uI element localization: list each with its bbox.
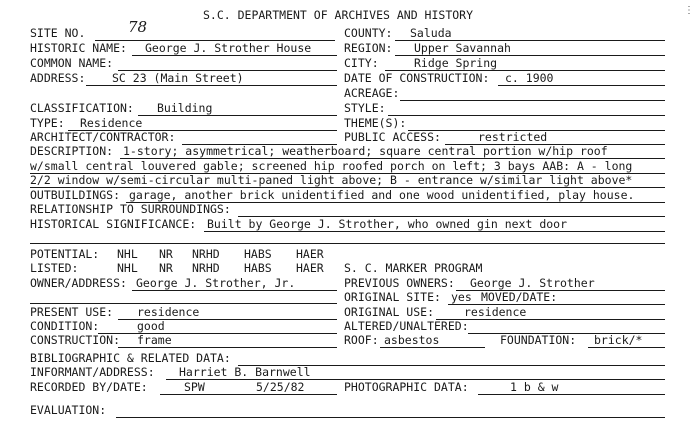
recorded-by-initials: SPW	[184, 380, 205, 394]
original-site-value: yes	[451, 290, 472, 304]
site-no-label: SITE NO.	[30, 26, 86, 40]
owner-address-label: OWNER/ADDRESS:	[30, 276, 127, 290]
classification-label: CLASSIFICATION:	[30, 101, 134, 115]
architect-label: ARCHITECT/CONTRACTOR:	[30, 130, 176, 144]
foundation-value: brick/*	[594, 333, 643, 347]
public-access-value: restricted	[478, 130, 548, 144]
historic-name-line	[132, 55, 337, 56]
description-line-3: 2/2 window w/semi-circular multi-paned light above; B - entrance w/similar light above*	[30, 173, 633, 187]
historical-significance-label: HISTORICAL SIGNIFICANCE:	[30, 217, 197, 231]
condition-line	[98, 333, 337, 334]
owner-extra-line	[30, 303, 337, 304]
listed-nr: NR	[159, 261, 173, 275]
date-of-construction-value: c. 1900	[505, 71, 554, 85]
informant-value: Harriet B. Barnwell	[179, 365, 311, 379]
style-label: STYLE:	[344, 101, 386, 115]
description-label: DESCRIPTION:	[30, 144, 114, 158]
potential-label: POTENTIAL:	[30, 247, 100, 261]
description-line-1: 1-story; asymmetrical; weatherboard; square central portion w/hip roof	[123, 144, 608, 158]
blank-line	[30, 243, 665, 244]
classification-value: Building	[157, 101, 213, 115]
region-label: REGION:	[344, 41, 393, 55]
historic-name-label: HISTORIC NAME:	[30, 41, 127, 55]
evaluation-label: EVALUATION:	[30, 403, 107, 417]
condition-value: good	[137, 319, 165, 333]
altered-label: ALTERED/UNALTERED:	[344, 319, 469, 333]
type-value: Residence	[80, 116, 143, 130]
date-of-construction-label: DATE OF CONSTRUCTION:	[344, 71, 490, 85]
recorded-by-line	[160, 394, 337, 395]
date-of-construction-line	[498, 85, 665, 86]
photographic-data-value: 1 b & w	[510, 380, 559, 394]
potential-habs: HABS	[244, 247, 272, 261]
owner-address-line	[132, 290, 337, 291]
potential-haer: HAER	[296, 247, 324, 261]
foundation-line	[588, 347, 665, 348]
county-value: Saluda	[410, 26, 452, 40]
photographic-data-line	[478, 394, 665, 395]
moved-date-label: MOVED/DATE:	[481, 290, 558, 304]
listed-nrhd: NRHD	[192, 261, 220, 275]
present-use-value: residence	[137, 305, 200, 319]
relationship-label: RELATIONSHIP TO SURROUNDINGS:	[30, 202, 231, 216]
address-label: ADDRESS:	[30, 71, 86, 85]
construction-label: CONSTRUCTION:	[30, 333, 121, 347]
listed-haer: HAER	[296, 261, 324, 275]
roof-label: ROOF:	[344, 333, 379, 347]
style-line	[388, 115, 665, 116]
original-site-label: ORIGINAL SITE:	[344, 290, 441, 304]
roof-value: asbestos	[384, 333, 440, 347]
marker-program-label: S. C. MARKER PROGRAM	[344, 261, 483, 275]
outbuildings-label: OUTBUILDINGS:	[30, 188, 121, 202]
recorded-by-date: 5/25/82	[256, 380, 305, 394]
acreage-line	[400, 100, 665, 101]
public-access-label: PUBLIC ACCESS:	[344, 130, 441, 144]
listed-label: LISTED:	[30, 261, 79, 275]
original-use-value: residence	[464, 305, 527, 319]
description-line-2: w/small central louvered gable; screened hip roofed porch on left; 3 bays AAB: A - long	[30, 159, 633, 173]
recorded-by-label: RECORDED BY/DATE:	[30, 380, 148, 394]
historical-significance-line	[204, 231, 665, 232]
region-value: Upper Savannah	[414, 41, 511, 55]
address-line	[86, 85, 337, 86]
evaluation-line	[116, 417, 665, 418]
condition-label: CONDITION:	[30, 319, 100, 333]
listed-habs: HABS	[244, 261, 272, 275]
photographic-data-label: PHOTOGRAPHIC DATA:	[344, 380, 469, 394]
theme-label: THEME(S):	[344, 116, 407, 130]
owner-address-value: George J. Strother, Jr.	[136, 276, 296, 290]
corner-mark-icon: ⋮	[684, 5, 694, 16]
address-value: SC 23 (Main Street)	[112, 71, 244, 85]
form-title: S.C. DEPARTMENT OF ARCHIVES AND HISTORY	[203, 8, 474, 22]
classification-line	[138, 115, 337, 116]
original-use-line	[436, 319, 665, 320]
common-name-label: COMMON NAME:	[30, 56, 114, 70]
construction-line	[118, 347, 337, 348]
potential-nhl: NHL	[117, 247, 138, 261]
potential-nrhd: NRHD	[192, 247, 220, 261]
city-label: CITY:	[344, 56, 379, 70]
previous-owners-value: George J. Strother	[470, 276, 595, 290]
site-no-value: 78	[128, 18, 148, 36]
roof-line	[380, 347, 485, 348]
potential-nr: NR	[159, 247, 173, 261]
bibliographic-label: BIBLIOGRAPHIC & RELATED DATA:	[30, 351, 231, 365]
outbuildings-value: garage, another brick unidentified and one wood unidentified, play house.	[129, 188, 635, 202]
listed-nhl: NHL	[117, 261, 138, 275]
foundation-label: FOUNDATION:	[500, 333, 577, 347]
historic-name-value: George J. Strother House	[145, 41, 312, 55]
type-label: TYPE:	[30, 116, 65, 130]
construction-value: frame	[137, 333, 172, 347]
acreage-label: ACREAGE:	[344, 86, 400, 100]
present-use-label: PRESENT USE:	[30, 305, 114, 319]
historical-significance-value: Built by George J. Strother, who owned gin next door	[207, 217, 568, 231]
county-label: COUNTY:	[344, 26, 393, 40]
city-value: Ridge Spring	[414, 56, 498, 70]
original-use-label: ORIGINAL USE:	[344, 305, 435, 319]
previous-owners-label: PREVIOUS OWNERS:	[344, 276, 455, 290]
informant-label: INFORMANT/ADDRESS:	[30, 365, 155, 379]
